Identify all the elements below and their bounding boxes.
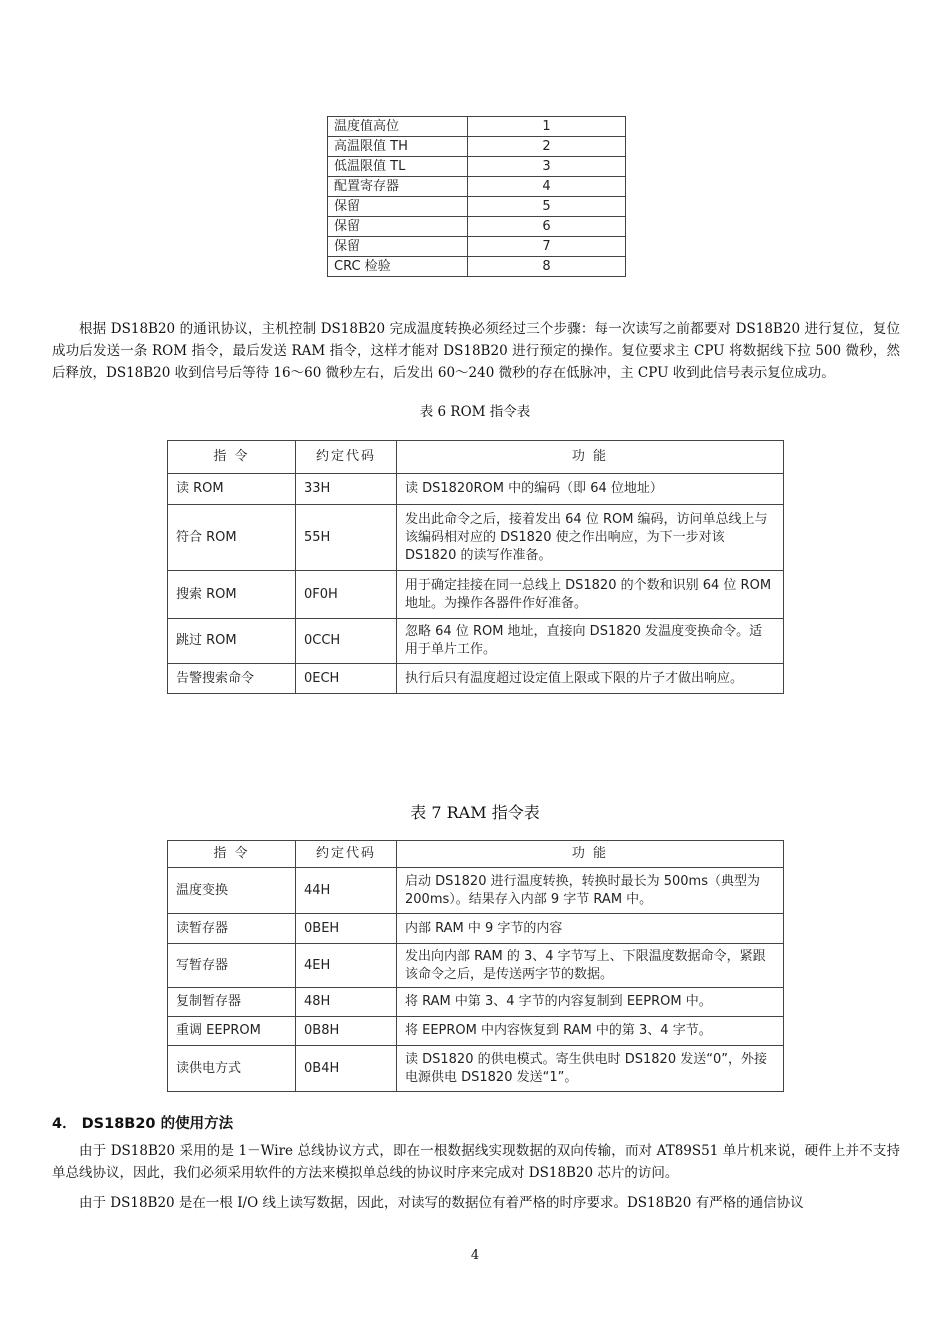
command-name: 温度变换 xyxy=(168,868,296,914)
rom-table-caption: 表 6 ROM 指令表 xyxy=(419,404,531,420)
column-header: 约定代码 xyxy=(296,841,397,868)
table-row xyxy=(328,197,626,217)
register-name: 高温限值 TH xyxy=(328,137,468,157)
table-row xyxy=(328,137,626,157)
table-row xyxy=(168,988,784,1017)
command-description: 将 RAM 中第 3、4 字节的内容复制到 EEPROM 中。 xyxy=(397,988,784,1017)
command-name: 告警搜索命令 xyxy=(168,664,296,694)
page-number: 4 xyxy=(470,1248,480,1263)
command-name: 写暂存器 xyxy=(168,944,296,988)
command-description: 将 EEPROM 中内容恢复到 RAM 中的第 3、4 字节。 xyxy=(397,1017,784,1046)
table-row xyxy=(328,257,626,277)
command-description: 忽略 64 位 ROM 地址，直接向 DS1820 发温度变换命令。适用于单片工作。 xyxy=(397,619,784,664)
command-description: 用于确定挂接在同一总线上 DS1820 的个数和识别 64 位 ROM 地址。为操作各器件作好准备。 xyxy=(397,571,784,619)
section-heading: 4． DS18B20 的使用方法 xyxy=(52,1116,234,1132)
command-description: 读 DS1820 的供电模式。寄生供电时 DS1820 发送“0”，外接电源供电 DS1820 发送“1”。 xyxy=(397,1046,784,1092)
table-row xyxy=(168,1046,784,1092)
table-row xyxy=(168,571,784,619)
register-name: 配置寄存器 xyxy=(328,177,468,197)
register-table xyxy=(327,116,626,277)
register-index: 7 xyxy=(468,237,626,257)
register-index: 1 xyxy=(468,117,626,137)
body-paragraph: 根据 DS18B20 的通讯协议，主机控制 DS18B20 完成温度转换必须经过三个步骤：每一次读写之前都要对 DS18B20 进行复位，复位成功后发送一条 ROM 指令，最后发送 RAM 指令，这样才能对 DS18B20 进行预定的操作。复位要求主 CPU 将数据线下拉 500 微秒，然后释放，DS18B20 收到信号后等待 16～60 微秒左右，后发出 60～240 微秒的存在低脉冲，主 CPU 收到此信号表示复位成功。 xyxy=(52,321,900,381)
register-index: 5 xyxy=(468,197,626,217)
command-code: 0F0H xyxy=(296,571,397,619)
table-row xyxy=(328,177,626,197)
body-paragraph: 由于 DS18B20 是在一根 I/O 线上读写数据，因此，对读写的数据位有着严格的时序要求。DS18B20 有严格的通信协议 xyxy=(79,1195,804,1211)
table-row xyxy=(328,217,626,237)
command-name: 跳过 ROM xyxy=(168,619,296,664)
register-index: 2 xyxy=(468,137,626,157)
ram-table-caption: 表 7 RAM 指令表 xyxy=(410,803,540,822)
register-name: 保留 xyxy=(328,217,468,237)
register-name: CRC 检验 xyxy=(328,257,468,277)
column-header: 指 令 xyxy=(168,841,296,868)
register-index: 4 xyxy=(468,177,626,197)
column-header: 功 能 xyxy=(397,841,784,868)
command-code: 0B4H xyxy=(296,1046,397,1092)
table-row xyxy=(168,914,784,944)
register-index: 6 xyxy=(468,217,626,237)
register-name: 保留 xyxy=(328,237,468,257)
column-header: 指 令 xyxy=(168,441,296,474)
command-name: 读供电方式 xyxy=(168,1046,296,1092)
command-name: 读暂存器 xyxy=(168,914,296,944)
command-code: 33H xyxy=(296,474,397,505)
table-row xyxy=(168,868,784,914)
command-description: 执行后只有温度超过设定值上限或下限的片子才做出响应。 xyxy=(397,664,784,694)
command-name: 读 ROM xyxy=(168,474,296,505)
register-index: 3 xyxy=(468,157,626,177)
command-code: 0B8H xyxy=(296,1017,397,1046)
command-code: 0ECH xyxy=(296,664,397,694)
table-row xyxy=(168,619,784,664)
table-row xyxy=(328,237,626,257)
register-name: 低温限值 TL xyxy=(328,157,468,177)
table-row xyxy=(168,474,784,505)
column-header: 功 能 xyxy=(397,441,784,474)
command-code: 55H xyxy=(296,505,397,571)
register-name: 保留 xyxy=(328,197,468,217)
command-name: 搜索 ROM xyxy=(168,571,296,619)
command-name: 符合 ROM xyxy=(168,505,296,571)
ram-command-table xyxy=(167,840,784,1092)
command-code: 4EH xyxy=(296,944,397,988)
command-description: 发出此命令之后，接着发出 64 位 ROM 编码，访问单总线上与该编码相对应的 DS1820 使之作出响应，为下一步对该 DS1820 的读写作准备。 xyxy=(397,505,784,571)
command-name: 重调 EEPROM xyxy=(168,1017,296,1046)
command-code: 44H xyxy=(296,868,397,914)
command-description: 发出向内部 RAM 的 3、4 字节写上、下限温度数据命令，紧跟该命令之后，是传送两字节的数据。 xyxy=(397,944,784,988)
command-code: 0CCH xyxy=(296,619,397,664)
command-description: 启动 DS1820 进行温度转换，转换时最长为 500ms（典型为 200ms）。结果存入内部 9 字节 RAM 中。 xyxy=(397,868,784,914)
table-row xyxy=(168,944,784,988)
rom-command-table xyxy=(167,440,784,694)
table-row xyxy=(168,505,784,571)
table-header-row xyxy=(168,441,784,474)
table-row xyxy=(328,117,626,137)
table-row xyxy=(168,1017,784,1046)
register-index: 8 xyxy=(468,257,626,277)
command-code: 0BEH xyxy=(296,914,397,944)
table-header-row xyxy=(168,841,784,868)
table-row xyxy=(168,664,784,694)
command-description: 读 DS1820ROM 中的编码（即 64 位地址） xyxy=(397,474,784,505)
command-code: 48H xyxy=(296,988,397,1017)
table-row xyxy=(328,157,626,177)
column-header: 约定代码 xyxy=(296,441,397,474)
body-paragraph: 由于 DS18B20 采用的是 1－Wire 总线协议方式，即在一根数据线实现数据的双向传输，而对 AT89S51 单片机来说，硬件上并不支持单总线协议，因此，我们必须采用软件的方法来模拟单总线的协议时序来完成对 DS18B20 芯片的访问。 xyxy=(52,1143,900,1181)
command-description: 内部 RAM 中 9 字节的内容 xyxy=(397,914,784,944)
register-name: 温度值高位 xyxy=(328,117,468,137)
command-name: 复制暂存器 xyxy=(168,988,296,1017)
